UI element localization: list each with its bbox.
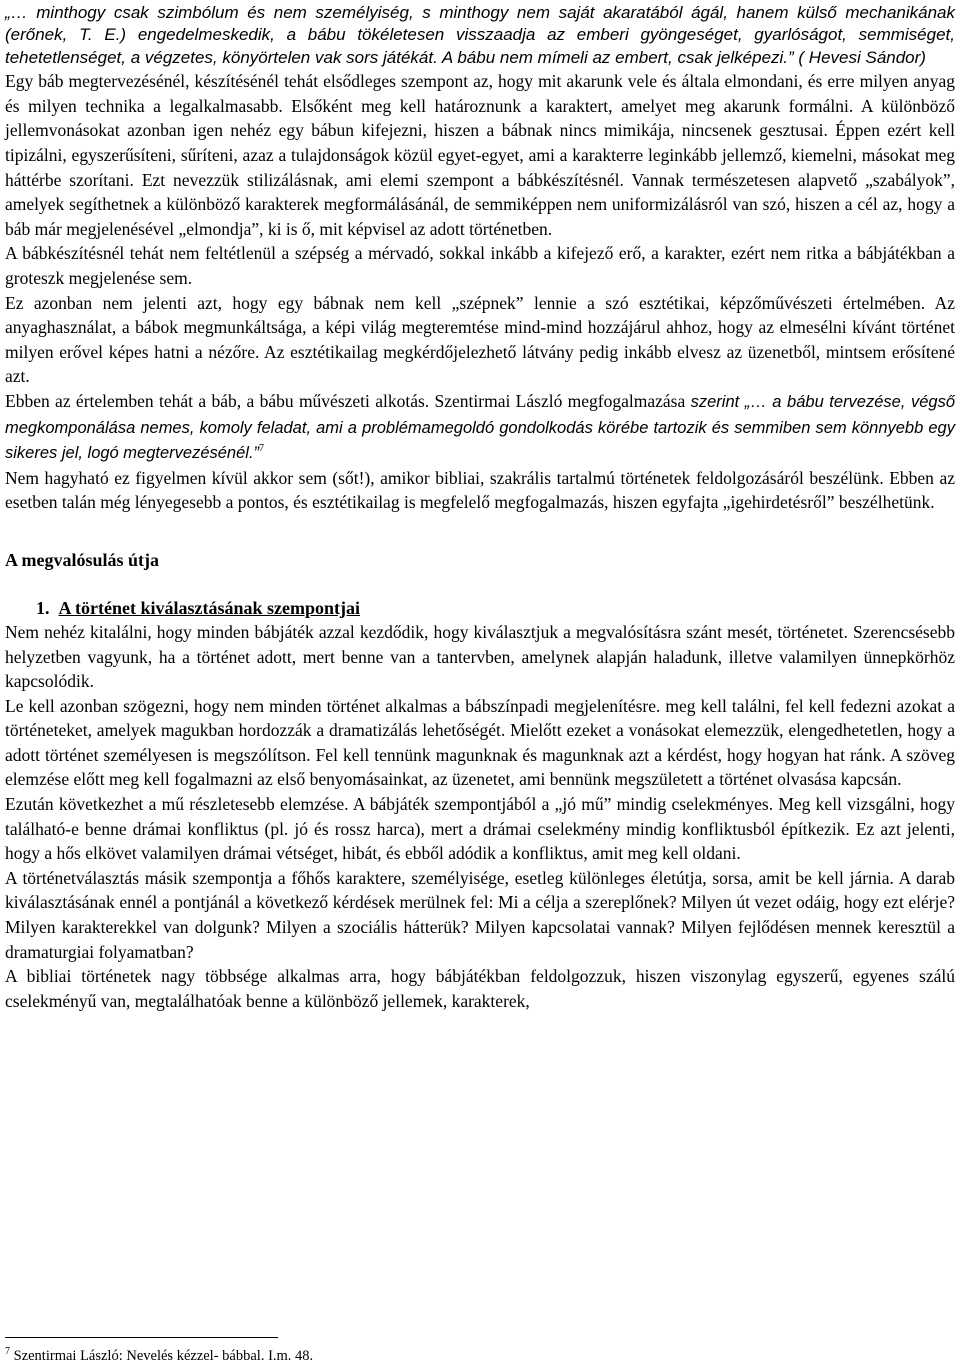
paragraph-artwork (5, 389, 955, 466)
subsection-title: A történet kiválasztásának szempontjai (58, 597, 360, 618)
subsection-heading (5, 596, 955, 620)
paragraph-biblical: Nem hagyható ez figyelmen kívül akkor sem (sőt!), amikor bibliai, szakrális tartalmú történetek feldolgozásáról beszélünk. Ebben az esetben talán még lényegesebb a pontos, és esztétikailag is megfelelő megfogalmazás, hiszen egyfajta „igehirdetésről” beszélhetünk. (5, 467, 955, 513)
paragraph-aesthetics: Ez azonban nem jelenti azt, hogy egy bábnak nem kell „szépnek” lennie a szó esztétikai, képzőművészeti értelmében. Az anyaghasználat, a bábok megmunkáltsága, a képi világ megteremtése mind-mind hozzájárul ahhoz, hogy az elmesélni kívánt történet milyen erővel képes hatni a nézőre. Az esztétikailag megkérdőjelezhető látvány pedig inkább elvesz az üzenetből, mintsem erősítené azt. (5, 292, 955, 387)
section-paragraph: A történetválasztás másik szempontja a főhős karaktere, személyisége, esetleg különleges életútja, sorsa, amit be kell járnia. A darab kiválasztásának ennél a pontjánál a következő kérdések merülnek fel: Mi a célja a szereplőnek? Milyen út vezet odáig, hogy ezt elérje? Milyen karakterekkel van dolgunk? Milyen a szociális hátterük? Milyen kapcsolatai vannak? Milyen fejlődésen mennek keresztül a dramaturgiai folyamatban? (5, 867, 955, 962)
section-paragraph: Nem nehéz kitalálni, hogy minden bábjáték azzal kezdődik, hogy kiválasztjuk a megvalósításra szánt mesét, történetet. Szerencsésebb helyzetben vagyunk, ha a történet adott, mert benne van a tantervben, amelynek alapján haladunk, illetve valamilyen ünnepkörhöz kapcsolódik. (5, 621, 955, 692)
epigraph-quote: „… minthogy csak szimbólum és nem személyiség, s minthogy nem saját akaratából ágál, hanem külső mechanikának (erőnek, T. E.) engedelmeskedik, a bábu tökéletesen visszaadja az emberi gyöngeséget, gyarlóságot, semmiséget, tehetetlenséget, a végzetes, könyörtelen vak sors játékát. A bábu nem mímeli az embert, csak jelképezi.” ( Hevesi Sándor) (5, 3, 955, 67)
section-paragraph: Le kell azonban szögezni, hogy nem minden történet alkalmas a bábszínpadi megjelenítésre. meg kell találni, fel kell fedezni azokat a történeteket, amelyek magukban hordozzák a dramatizálás lehetőségét. Mielőtt ezeket a vonásokat elemezzük, elengedhetetlen, hogy a adott történet személyesen is megszólítson. Fel kell tennünk magunknak és magunknak azt a kérdést, hogy hogyan hat ránk. A szöveg elemzése előtt meg kell fogalmazni az első benyomásainkat, az üzenetet, ami bennünk megszületett a történet olvasása kapcsán. (5, 695, 955, 790)
paragraph-expressive-force: A bábkészítésnél tehát nem feltétlenül a szépség a mérvadó, sokkal inkább a kifejező erő, a karakter, ezért nem ritka a bábjátékban a groteszk megjelenése sem. (5, 243, 955, 288)
footnote-number: 7 (5, 1346, 10, 1358)
szentirmai-quote: szerint „… a bábu tervezése, végső megkomponálása nemes, komoly feladat, ami a problémamegoldó gondolkodás körébe tartozik és semmiben sem könnyebb egy sikeres jel, logó megtervezésénél.” (5, 392, 956, 463)
document-page (5, 2, 955, 1013)
section-heading: A megvalósulás útja (5, 549, 160, 570)
paragraph-artwork-text: Ebben az értelemben tehát a báb, a bábu művészeti alkotás. Szentirmai László megfogalmazása (5, 390, 691, 411)
footnote-text: Szentirmai László: Nevelés kézzel- bábbal. I.m. 48. (10, 1348, 314, 1364)
section-paragraph: A bibliai történetek nagy többsége alkalmas arra, hogy bábjátékban feldolgozzuk, hiszen viszonylag egyszerű, egyenes szálú cselekményű van, megtalálhatóak benne a különböző jellemek, karakterek, (5, 966, 955, 1011)
subsection-number: 1. (36, 597, 50, 618)
footnote-ref[interactable]: 7 (259, 443, 265, 455)
section-paragraph: Ezután következhet a mű részletesebb elemzése. A bábjáték szempontjából a „jó mű” mindig cselekményes. Meg kell vizsgálni, hogy található-e benne drámai konfliktus (pl. jó és rossz harca), mert a drámai cselekmény mindig konfliktusból építkezik. Ez azt jelenti, hogy a hős elkövet valamilyen drámai vétséget, hibát, és ebből adódik a konfliktus, amit meg kell oldani. (5, 794, 955, 864)
footnote (5, 1347, 313, 1365)
paragraph-stylization: Egy báb megtervezésénél, készítésénél tehát elsődleges szempont az, hogy mit akarunk vele és általa elmondani, és erre milyen anyag és milyen technika a legalkalmasabb. Elsőként meg kell határoznunk a karaktert, amelyet meg akarunk formálni. A különböző jellemvonásokat azonban igen nehéz egy bábun kifejezni, hiszen a bábnak nincs mimikája, nincsenek gesztusai. Éppen ezért kell tipizálni, egyszerűsíteni, sűríteni, azaz a tulajdonságok közül egyet-egyet, ami a karakterre leginkább jellemző, kiemelni, másokat meg háttérbe szorítani. Ezt nevezzük stilizálásnak, ami elemi szempont a bábkészítésnél. Vannak természetesen alapvető „szabályok”, amelyek segíthetnek a különböző karakterek megformálásánál, de semmiképpen nem uniformizálásról van szó, hiszen a cél az, hogy a báb már megjelenésével „elmondja”, ki is ő, mit képvisel az adott történetben. (5, 71, 955, 239)
footnote-divider (5, 1337, 278, 1338)
